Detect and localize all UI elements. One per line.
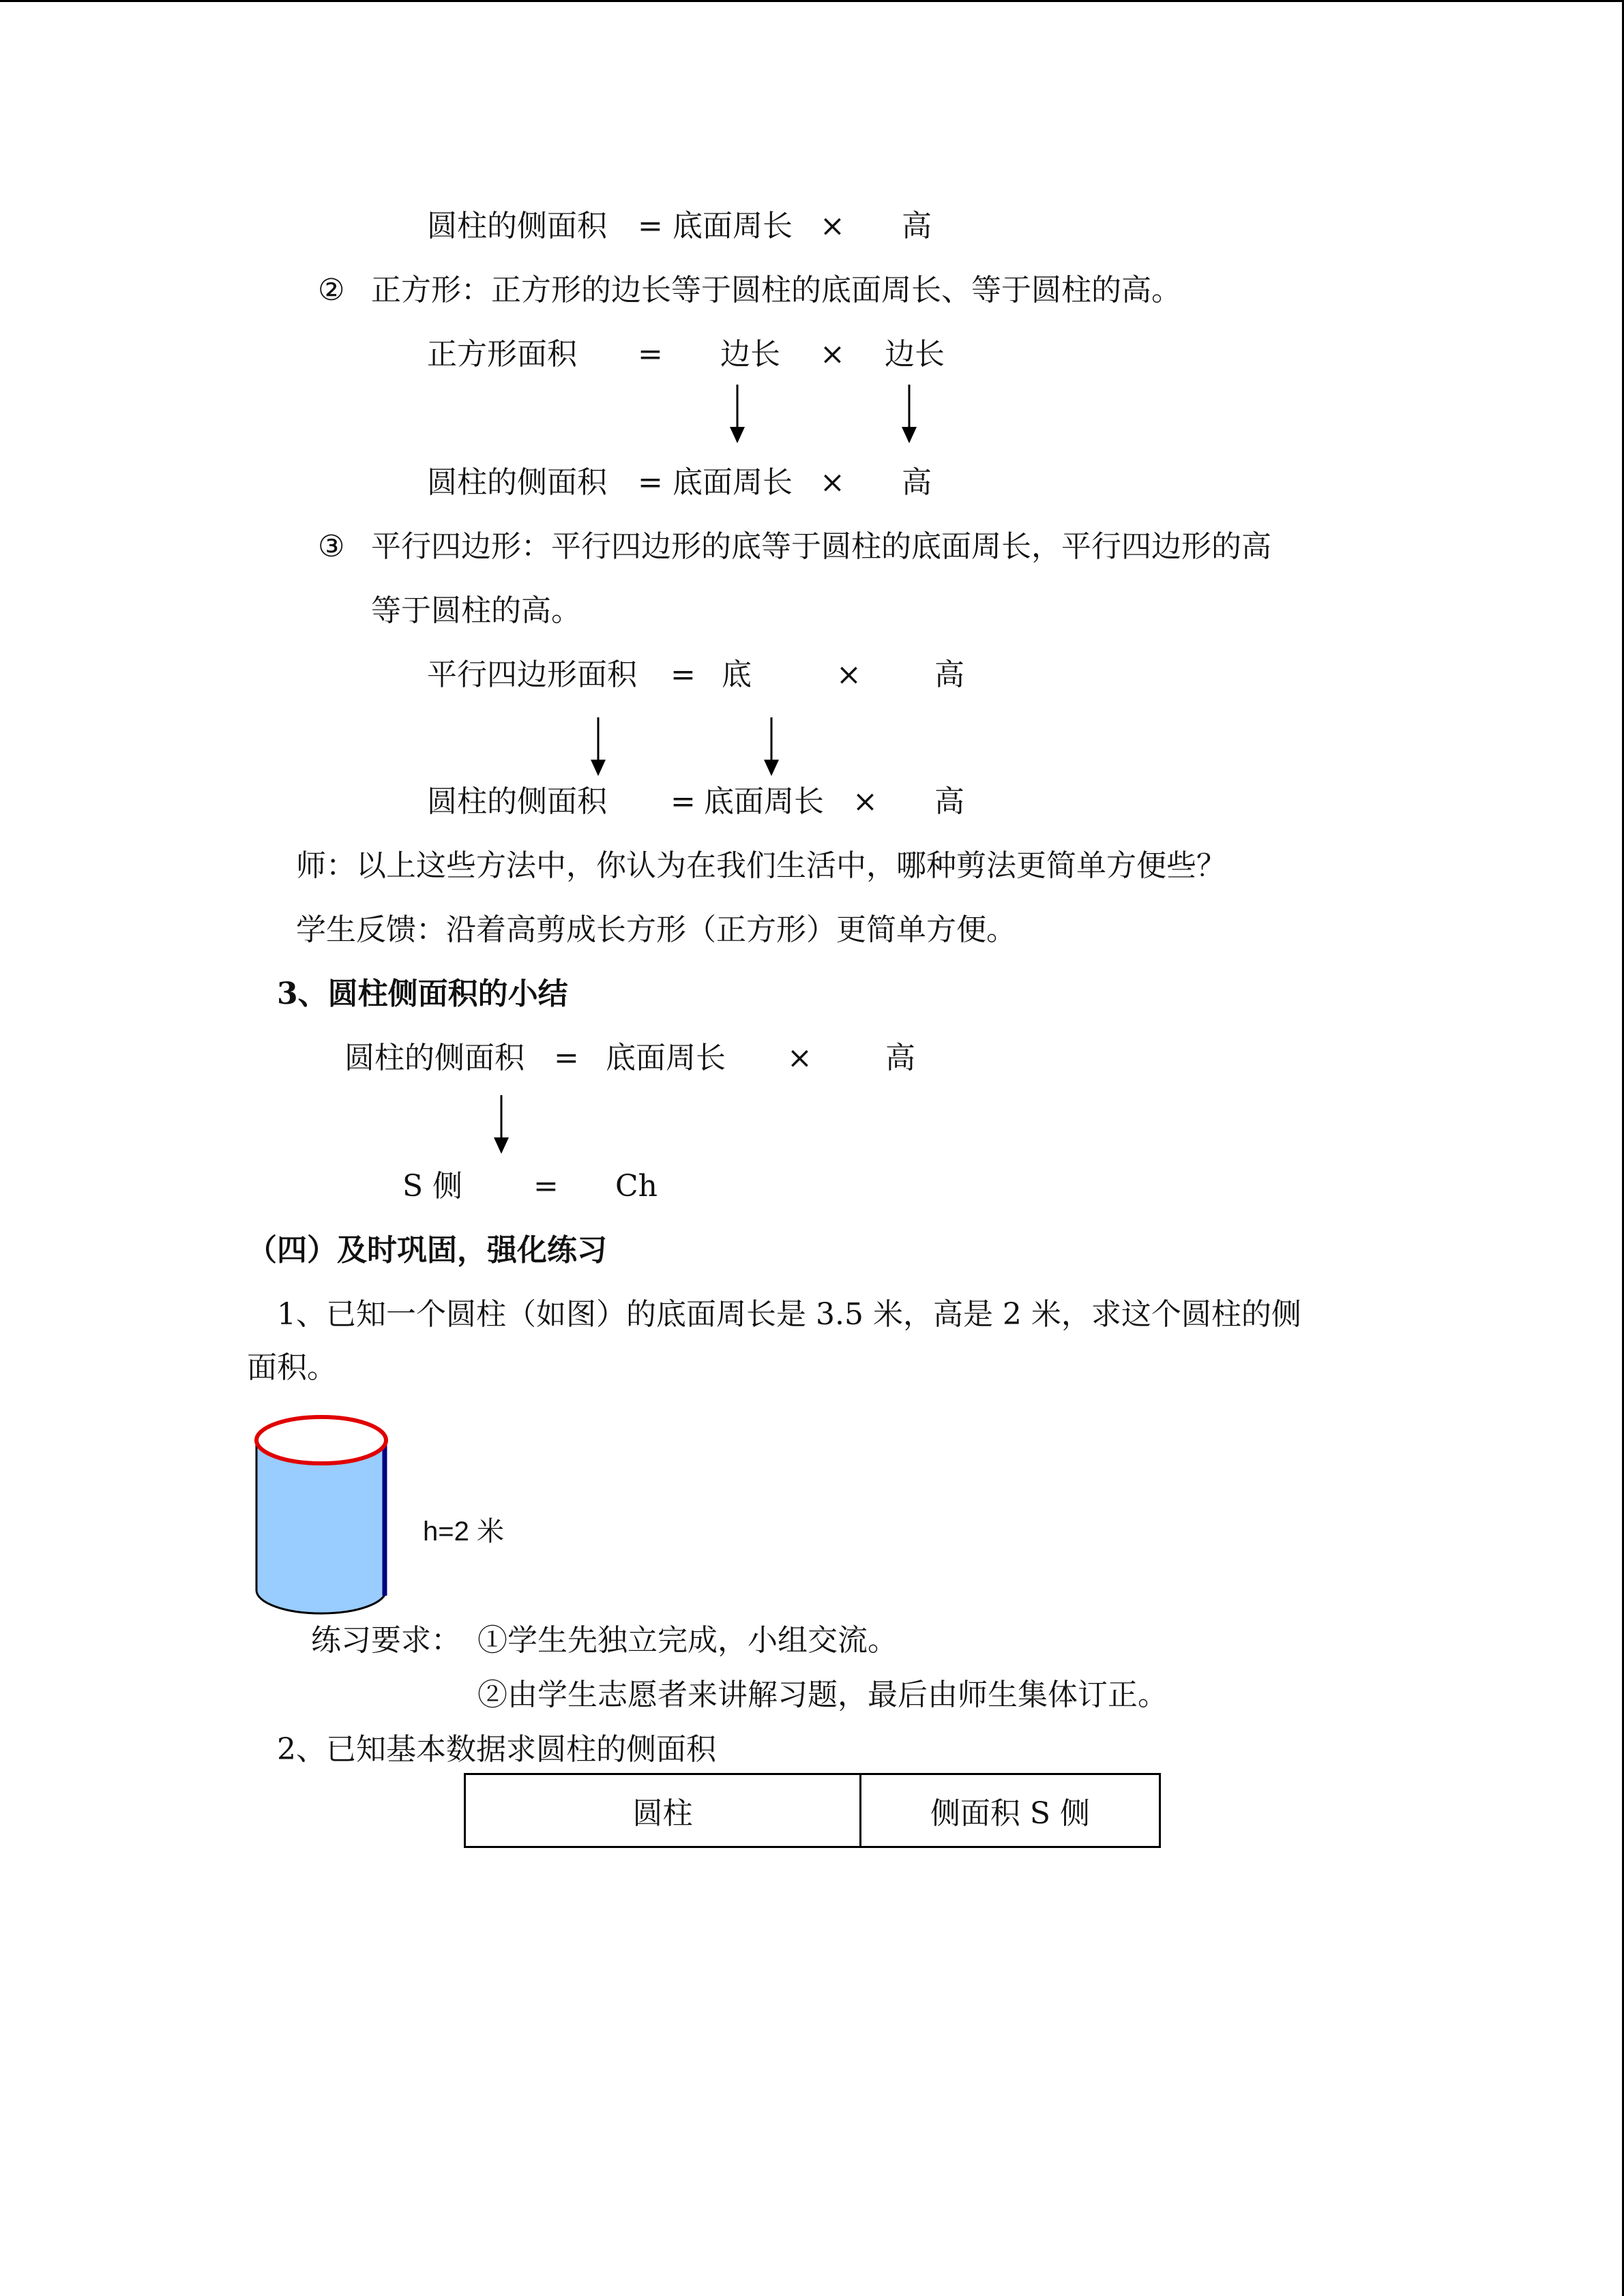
data-table [464,1773,1161,1848]
practice-req2: ②由学生志愿者来讲解习题，最后由师生集体订正。 [477,1678,1168,1712]
summary-eq: = [554,1041,579,1075]
exercise1-line1: 1、已知一个圆柱（如图）的底面周长是 3.5 米，高是 2 米，求这个圆柱的侧 [277,1297,1301,1332]
formula-lhs: 圆柱的侧面积 [427,784,607,819]
formula-base: 底面周长 [704,784,824,819]
parallelogram-times: × [836,657,861,692]
practice-label: 练习要求： [311,1623,461,1658]
item3-line1: 平行四边形：平行四边形的底等于圆柱的底面周长，平行四边形的高 [371,529,1271,564]
parallelogram-base: 底 [722,657,752,692]
down-arrow-icon [727,385,748,446]
parallelogram-eq: = [670,657,696,692]
cylinder-figure [251,1412,394,1623]
cylinder-height-label: h=2 米 [423,1517,504,1547]
square-times: × [820,337,845,372]
parallelogram-height: 高 [934,657,964,692]
down-arrow-icon [588,717,608,779]
cylinder-body [256,1440,386,1613]
item2-heading: 正方形：正方形的边长等于圆柱的底面周长、等于圆柱的高。 [371,273,1181,308]
item3-marker: ③ [318,529,345,564]
symbol-s-side: S 侧 [402,1169,463,1204]
exercise1-line2: 面积。 [247,1350,337,1385]
teacher-question: 师：以上这些方法中，你认为在我们生活中，哪种剪法更简单方便些？ [296,848,1226,883]
exercise2-title: 2、已知基本数据求圆柱的侧面积 [277,1732,716,1767]
section4-title: （四）及时巩固，强化练习 [247,1233,607,1268]
formula-base: 底面周长 [673,465,793,500]
symbol-eq: = [533,1169,559,1204]
summary-base: 底面周长 [606,1041,726,1075]
square-lhs: 正方形面积 [427,337,577,372]
table-header-side-area: 侧面积 S 侧 [930,1796,1091,1831]
down-arrow-icon [761,717,782,779]
item3-line2: 等于圆柱的高。 [371,593,581,628]
formula-eq: = [638,465,663,500]
summary-times: × [787,1041,812,1075]
formula-lhs: 圆柱的侧面积 [427,209,607,243]
page-top-border [0,0,1624,2]
down-arrow-icon [899,385,919,446]
practice-req1: ①学生先独立完成，小组交流。 [477,1623,898,1658]
formula-height: 高 [902,209,932,243]
formula-eq: = [670,784,696,819]
formula-times: × [820,465,845,500]
formula-height: 高 [934,784,964,819]
formula-lhs: 圆柱的侧面积 [427,465,607,500]
formula-base: 底面周长 [673,209,793,243]
parallelogram-lhs: 平行四边形面积 [427,657,637,692]
symbol-ch: Ch [615,1169,658,1204]
formula-times: × [820,209,845,243]
cylinder-top-rim [256,1417,386,1463]
square-side-b: 边长 [885,337,945,372]
summary-height: 高 [885,1041,915,1075]
section3-title: 3、圆柱侧面积的小结 [277,976,568,1011]
student-feedback: 学生反馈：沿着高剪成长方形（正方形）更简单方便。 [296,912,1016,947]
square-side-a: 边长 [720,337,780,372]
down-arrow-icon [491,1095,512,1157]
formula-eq: = [638,209,663,243]
square-eq: = [638,337,663,372]
summary-lhs: 圆柱的侧面积 [344,1041,525,1075]
item2-marker: ② [318,273,345,308]
formula-height: 高 [902,465,932,500]
formula-times: × [853,784,878,819]
table-header-cylinder: 圆柱 [632,1796,693,1831]
